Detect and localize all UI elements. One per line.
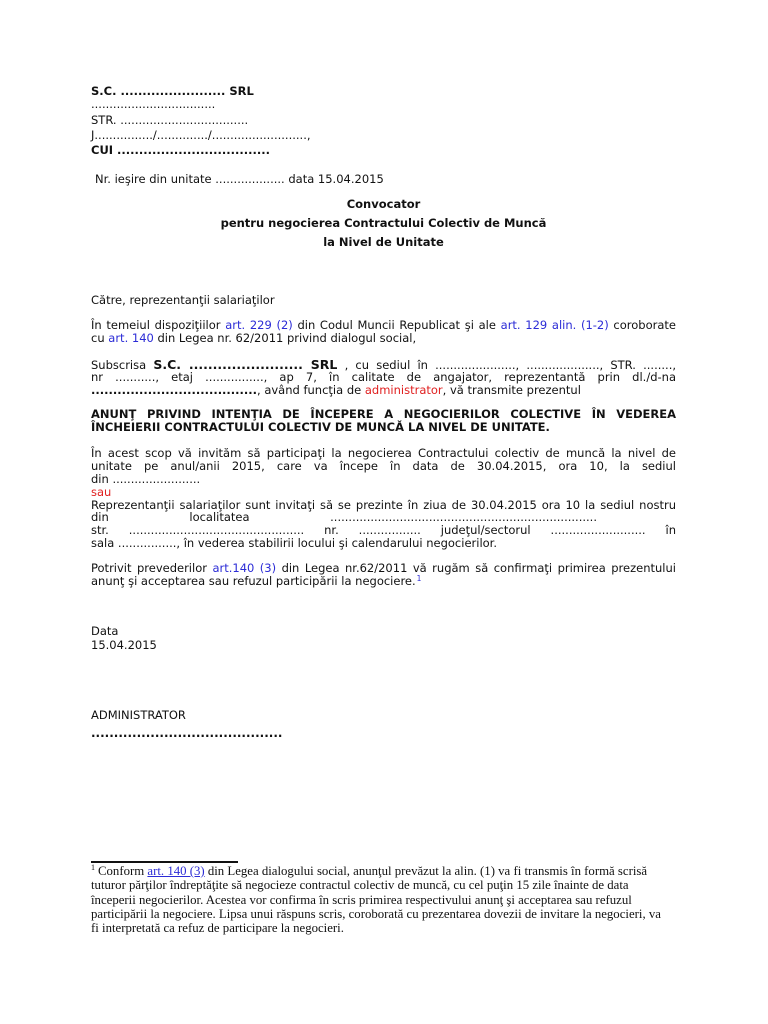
footnote-marker: 1 bbox=[91, 863, 95, 872]
legal-basis-paragraph bbox=[91, 319, 676, 345]
employer-line-2: nr ..........., etaj ................, ap 7, în calitate de angajator, reprezentantă prin dl./d-na bbox=[91, 370, 676, 384]
employer-text: , cu sediul în ......................, ...................., STR. ........, bbox=[337, 358, 677, 372]
legal-basis-line-2 bbox=[91, 332, 676, 345]
date-value: 15.04.2015 bbox=[91, 638, 157, 652]
footnote-law-link[interactable]: art. 140 (3) bbox=[147, 864, 205, 878]
invitation-line-3: din ........................ bbox=[91, 471, 201, 486]
confirmation-text: Potrivit prevederilor bbox=[91, 561, 213, 575]
footnote-line-4: participării la negociere. Lipsa unui răspuns scris, coroborată cu prezentarea dovezii de invitare la negocieri, va bbox=[91, 906, 661, 921]
legal-basis-text: În temeiul dispoziţiilor bbox=[91, 318, 226, 332]
law-link-art-140[interactable]: art. 140 bbox=[108, 331, 154, 345]
invitation-line-2: unitate pe anul/anii 2015, care va începe în data de 30.04.2015, ora 10, la sediul bbox=[91, 458, 676, 473]
employer-text: , vă transmite prezentul bbox=[442, 383, 581, 397]
legal-basis-text: din Codul Muncii Republicat şi ale bbox=[292, 318, 501, 332]
law-link-art-229[interactable]: art. 229 (2) bbox=[225, 318, 293, 332]
footnote-line-5: fi interpretată ca refuz de participare la negocieri. bbox=[91, 921, 344, 935]
invitation-line-1: În acest scop vă invităm să participaţi la negocierea Contractului colectiv de muncă la nivel de bbox=[91, 446, 676, 460]
sender-company: S.C. ........................ SRL bbox=[91, 84, 254, 98]
employer-text: Subscrisa bbox=[91, 358, 154, 372]
document-subtitle-1: pentru negocierea Contractului Colectiv de Muncă bbox=[220, 216, 547, 230]
footnote-line-1 bbox=[91, 864, 661, 878]
document-subtitle-2: la Nivel de Unitate bbox=[323, 235, 444, 249]
representative-name-blank: ...................................... bbox=[91, 383, 258, 397]
legal-basis-text: din Legea nr. 62/2011 privind dialogul social, bbox=[153, 331, 417, 345]
employer-company-blank: S.C. ........................ SRL bbox=[153, 357, 338, 372]
addressee: Către, reprezentanţii salariaţilor bbox=[91, 293, 275, 307]
law-link-art-140-3[interactable]: art.140 (3) bbox=[212, 561, 277, 575]
invitation-paragraph bbox=[91, 447, 676, 550]
legal-basis-text: coroborate bbox=[608, 318, 676, 332]
date-label: Data bbox=[91, 624, 119, 638]
invitation-line-4: Reprezentanţii salariaţilor sunt invitaţi să se prezinte în ziua de 30.04.2015 ora 10 la sediul nostru bbox=[91, 497, 676, 512]
signature-role: ADMINISTRATOR bbox=[91, 708, 186, 722]
invitation-line-7: sala ................, în vederea stabilirii locului şi calendarului negocierilor. bbox=[91, 536, 498, 551]
footnote-text: Conform bbox=[98, 864, 148, 878]
announcement-heading bbox=[91, 408, 676, 434]
sender-registry: J................/............../.........................., bbox=[91, 128, 311, 142]
employer-text: , având funcţia de bbox=[257, 383, 365, 397]
employer-line-3 bbox=[91, 384, 676, 397]
announcement-line-1: ANUNŢ PRIVIND INTENŢIA DE ÎNCEPERE A NEGOCIERILOR COLECTIVE ÎN VEDEREA bbox=[91, 407, 676, 421]
confirmation-paragraph bbox=[91, 562, 676, 588]
signature-blank: .......................................... bbox=[91, 726, 283, 740]
reference-line: Nr. ieşire din unitate ................... data 15.04.2015 bbox=[95, 172, 384, 186]
legal-basis-text: cu bbox=[91, 331, 109, 345]
footnote-separator bbox=[91, 861, 238, 863]
alternative-marker: sau bbox=[91, 484, 112, 499]
announcement-line-2: ÎNCHEIERII CONTRACTULUI COLECTIV DE MUNCĂ LA NIVEL DE UNITATE. bbox=[91, 420, 550, 434]
footnote-text: din Legea dialogului social, anunţul prevăzut la alin. (1) va fi transmis în formă scrisă bbox=[204, 864, 648, 878]
footnote-line-3: începerii negocierilor. Acestea vor confirma în scris primirea respectivului anunţ şi acceptarea sau refuzul bbox=[91, 892, 632, 907]
document-title: Convocator bbox=[346, 197, 421, 211]
sender-cui: CUI ................................... bbox=[91, 143, 270, 157]
confirmation-text: din Legea nr.62/2011 vă rugăm să confirmaţi primirea prezentului bbox=[276, 561, 676, 575]
invitation-line-5: din localitatea ......................................................................... bbox=[91, 510, 597, 525]
role-highlight: administrator bbox=[364, 383, 443, 397]
invitation-line-6: str. ................................................ nr. ................. judeţul/sectorul .......................... în bbox=[91, 523, 676, 538]
sender-address: .................................. bbox=[91, 97, 216, 111]
footnote bbox=[91, 864, 661, 935]
confirmation-line-2 bbox=[91, 575, 676, 588]
law-link-art-129[interactable]: art. 129 alin. (1-2) bbox=[500, 318, 609, 332]
sender-street: STR. ................................... bbox=[91, 113, 249, 127]
footnote-reference[interactable]: 1 bbox=[416, 574, 422, 583]
confirmation-text: anunţ şi acceptarea sau refuzul participării la negociere. bbox=[91, 574, 416, 588]
employer-paragraph bbox=[91, 358, 676, 397]
footnote-line-2: tuturor părţilor îndreptăţite să negocieze contractul colectiv de muncă, cu cel puţin 15 zile înainte de data bbox=[91, 878, 629, 893]
